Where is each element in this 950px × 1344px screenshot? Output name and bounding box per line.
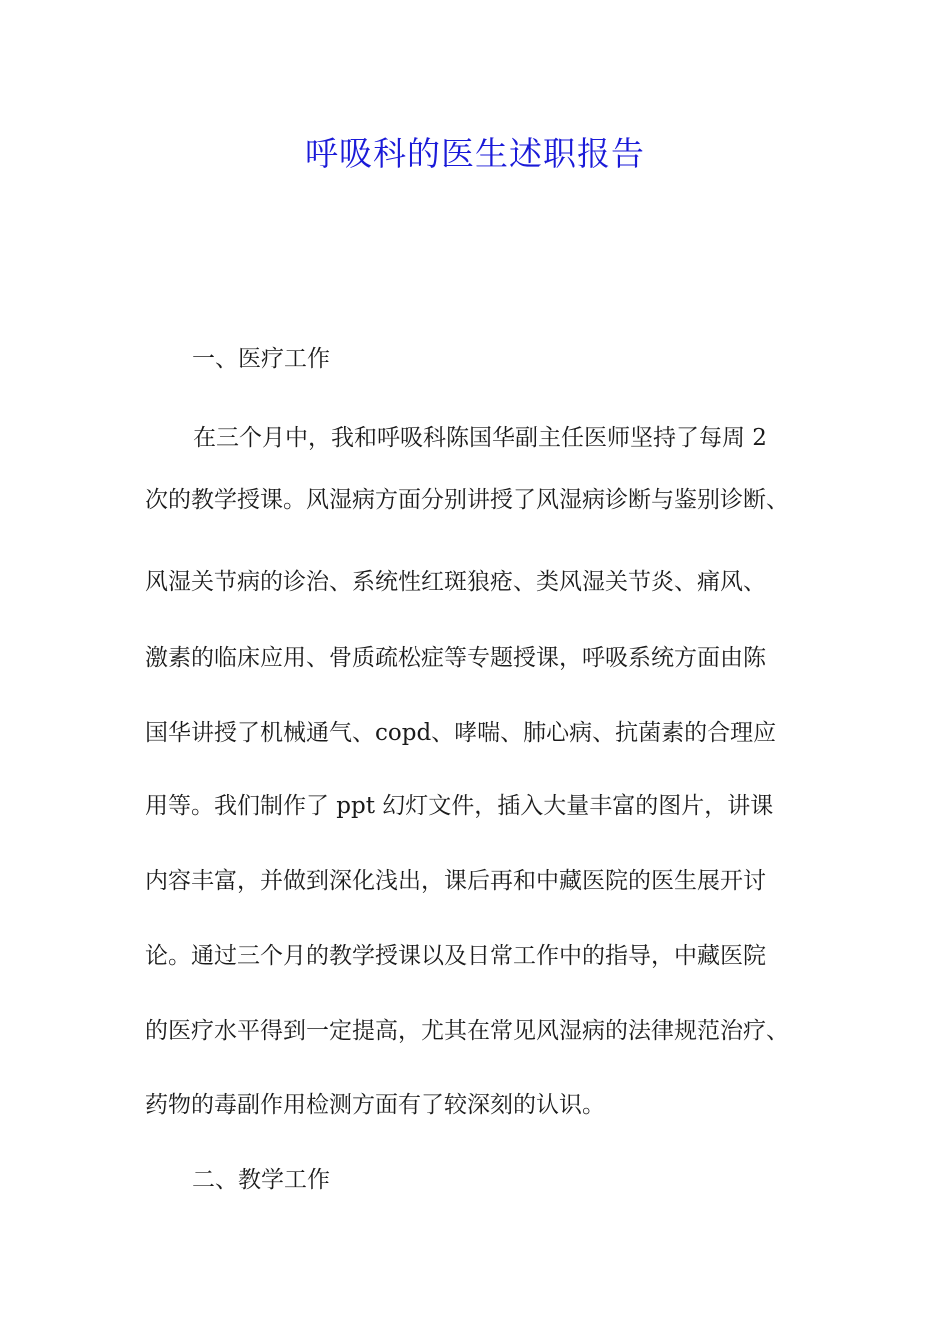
- paragraph-line: 激素的临床应用、骨质疏松症等专题授课，呼吸系统方面由陈: [145, 645, 766, 671]
- paragraph-line: 内容丰富，并做到深化浅出，课后再和中藏医院的医生展开讨: [145, 868, 766, 894]
- section-heading-teaching-work: 二、教学工作: [192, 1167, 330, 1193]
- paragraph-line: 用等。我们制作了 ppt 幻灯文件，插入大量丰富的图片，讲课: [145, 793, 774, 819]
- paragraph-line: 药物的毒副作用检测方面有了较深刻的认识。: [145, 1092, 605, 1118]
- paragraph-line: 论。通过三个月的教学授课以及日常工作中的指导，中藏医院: [145, 943, 766, 969]
- paragraph-line: 风湿关节病的诊治、系统性红斑狼疮、类风湿关节炎、痛风、: [145, 569, 766, 595]
- paragraph-line: 国华讲授了机械通气、copd、哮喘、肺心病、抗菌素的合理应: [145, 720, 777, 746]
- document-title: 呼吸科的医生述职报告: [305, 134, 645, 173]
- section-heading-medical-work: 一、医疗工作: [192, 346, 330, 372]
- paragraph-line: 在三个月中，我和呼吸科陈国华副主任医师坚持了每周 2: [193, 425, 767, 451]
- paragraph-line: 的医疗水平得到一定提高，尤其在常见风湿病的法律规范治疗、: [145, 1018, 789, 1044]
- paragraph-line: 次的教学授课。风湿病方面分别讲授了风湿病诊断与鉴别诊断、: [145, 487, 789, 513]
